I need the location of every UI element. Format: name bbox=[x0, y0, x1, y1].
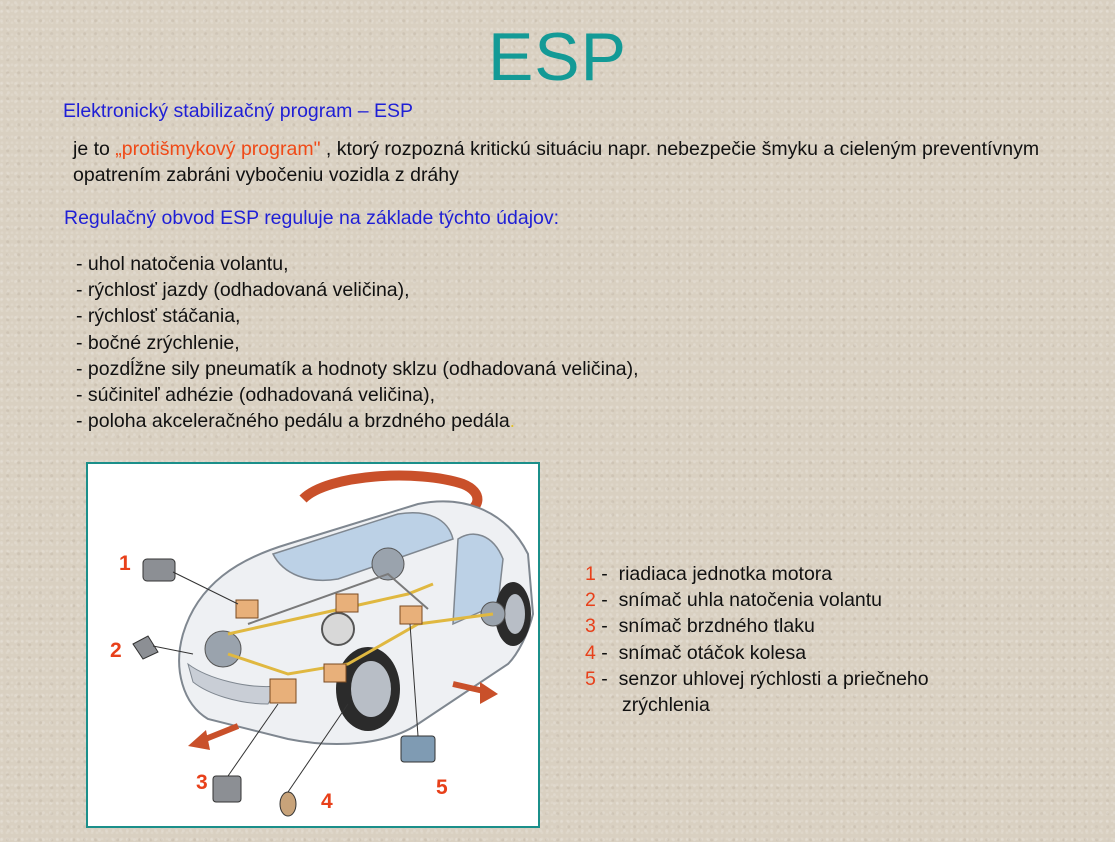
legend-item bbox=[585, 666, 929, 692]
legend bbox=[585, 561, 929, 718]
legend-item bbox=[585, 613, 929, 639]
label-3: 3 bbox=[196, 771, 208, 794]
legend-number: 4 bbox=[585, 641, 596, 664]
intro-highlight: „protišmykový program" bbox=[115, 138, 321, 160]
rear-rim bbox=[505, 594, 525, 634]
wheel-speed-sensor bbox=[280, 792, 296, 816]
steering-sensor bbox=[133, 636, 158, 659]
motion-arrow-head bbox=[480, 682, 498, 704]
legend-number: 5 bbox=[585, 667, 596, 690]
intro-rest: , ktorý rozpozná kritickú situáciu napr. nebezpečie šmyku a cieleným preventívnym opatrením zabráni vybočeniu vozidla z dráhy bbox=[73, 138, 1040, 186]
list-item: - pozdĺžne sily pneumatík a hodnoty sklzu (odhadovaná veličina), bbox=[76, 357, 639, 380]
legend-text: snímač brzdného tlaku bbox=[618, 615, 815, 638]
intro-paragraph bbox=[73, 136, 1063, 188]
ecu-box bbox=[236, 600, 258, 618]
engine-ecu bbox=[143, 559, 175, 581]
sensor-box bbox=[324, 664, 346, 682]
legend-sep: - bbox=[595, 641, 619, 664]
list-item bbox=[76, 408, 639, 434]
sensor-box bbox=[336, 594, 358, 612]
list-item: - uhol natočenia volantu, bbox=[76, 253, 289, 275]
pressure-sensor-box bbox=[270, 679, 296, 703]
subtitle: Elektronický stabilizačný program – ESP bbox=[63, 100, 414, 122]
trailing-dot: . bbox=[509, 410, 516, 433]
label-1: 1 bbox=[119, 552, 131, 575]
list-item: - rýchlosť jazdy (odhadovaná veličina), bbox=[76, 279, 410, 302]
inputs-list bbox=[76, 251, 639, 434]
list-item: - rýchlosť stáčania, bbox=[76, 305, 241, 328]
label-5: 5 bbox=[436, 776, 448, 799]
skid-arrow-head bbox=[188, 730, 210, 750]
legend-text: snímač otáčok kolesa bbox=[618, 641, 807, 664]
yaw-sensor bbox=[401, 736, 435, 762]
legend-sep: - bbox=[595, 667, 619, 690]
hydraulic-unit bbox=[322, 613, 354, 645]
label-4: 4 bbox=[321, 790, 333, 813]
sensor-box bbox=[400, 606, 422, 624]
legend-item bbox=[585, 561, 929, 587]
regulation-heading: Regulačný obvod ESP reguluje na základe týchto údajov: bbox=[64, 207, 560, 229]
label-2: 2 bbox=[110, 639, 122, 662]
pressure-sensor bbox=[213, 776, 241, 802]
legend-number: 3 bbox=[585, 615, 596, 638]
front-left-disc bbox=[205, 631, 241, 667]
legend-text: riadiaca jednotka motora bbox=[618, 563, 833, 585]
esp-diagram bbox=[86, 462, 540, 828]
legend-sep: - bbox=[595, 563, 619, 585]
legend-number: 2 bbox=[585, 589, 596, 612]
legend-continuation: zrýchlenia bbox=[622, 694, 710, 717]
slide-title: ESP bbox=[487, 19, 628, 95]
legend-sep: - bbox=[595, 615, 619, 638]
car-illustration bbox=[88, 464, 538, 826]
legend-text: senzor uhlovej rýchlosti a priečneho bbox=[618, 667, 929, 690]
list-item: - bočné zrýchlenie, bbox=[76, 331, 240, 354]
list-item-text: - poloha akceleračného pedálu a brzdného pedála bbox=[76, 410, 510, 433]
legend-item bbox=[585, 640, 929, 666]
front-rim bbox=[351, 661, 391, 717]
legend-text: snímač uhla natočenia volantu bbox=[618, 589, 883, 612]
legend-item bbox=[585, 587, 929, 613]
list-item: - súčiniteľ adhézie (odhadovaná veličina), bbox=[76, 384, 436, 407]
legend-sep: - bbox=[595, 589, 619, 612]
legend-number: 1 bbox=[585, 563, 596, 585]
intro-prefix: je to bbox=[73, 138, 116, 160]
